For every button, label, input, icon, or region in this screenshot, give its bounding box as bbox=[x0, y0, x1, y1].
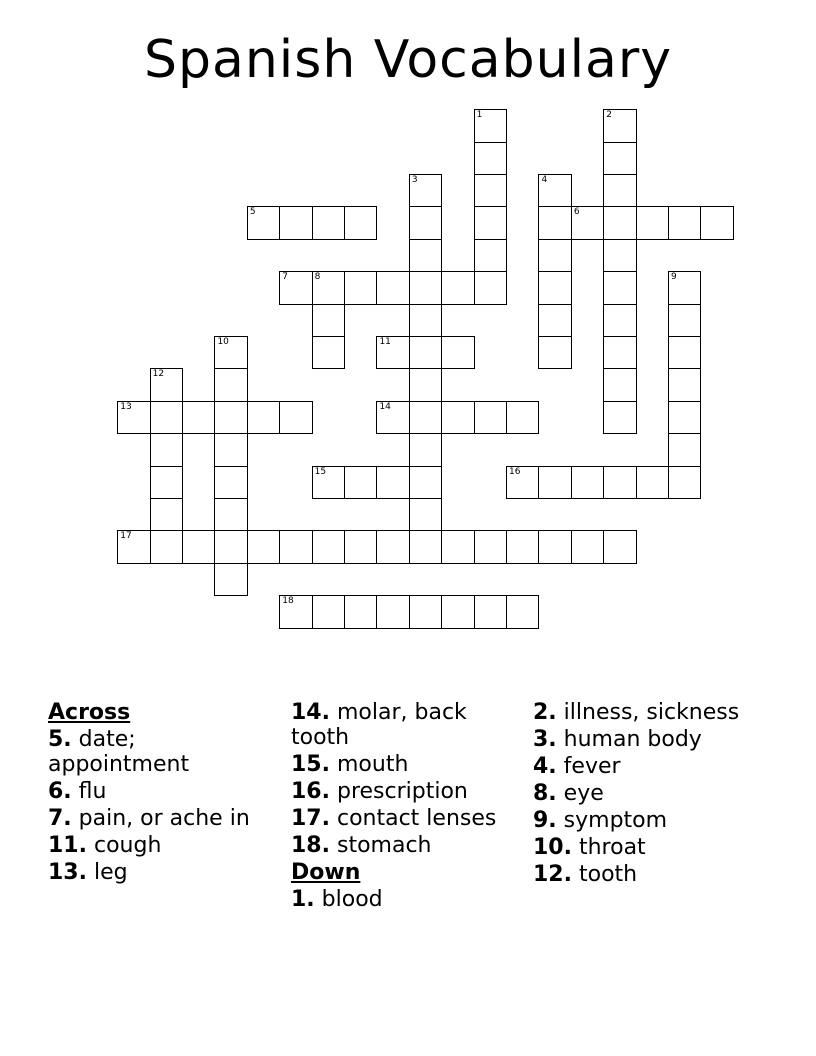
grid-cell[interactable] bbox=[344, 466, 377, 499]
clue-across-14 bbox=[291, 700, 523, 750]
grid-cell[interactable] bbox=[474, 595, 507, 628]
grid-cell[interactable] bbox=[603, 206, 636, 239]
clue-text: cough bbox=[93, 833, 162, 858]
clue-across-7 bbox=[48, 806, 280, 831]
grid-cell[interactable] bbox=[409, 466, 442, 499]
clue-text: pain, or ache in bbox=[78, 806, 250, 831]
grid-cell[interactable] bbox=[603, 304, 636, 337]
clue-number: 15. bbox=[291, 752, 330, 777]
clue-number-label: 7 bbox=[282, 272, 288, 283]
grid-cell[interactable] bbox=[214, 368, 247, 401]
grid-cell[interactable] bbox=[603, 401, 636, 434]
grid-cell[interactable] bbox=[571, 206, 604, 239]
clue-text: symptom bbox=[563, 808, 668, 833]
grid-cell[interactable] bbox=[409, 498, 442, 531]
grid-cell[interactable] bbox=[668, 206, 701, 239]
clue-down-10 bbox=[533, 835, 765, 860]
grid-cell[interactable] bbox=[150, 401, 183, 434]
clue-number-label: 8 bbox=[314, 272, 321, 283]
clue-text: flu bbox=[78, 779, 107, 804]
clue-text: mouth bbox=[336, 752, 409, 777]
grid-cell[interactable] bbox=[376, 466, 409, 499]
grid-cell[interactable] bbox=[538, 466, 571, 499]
clue-number-label: 10 bbox=[217, 337, 229, 348]
clue-number-label: 3 bbox=[411, 175, 418, 186]
grid-cell[interactable] bbox=[668, 271, 701, 304]
clue-text: fever bbox=[563, 754, 621, 779]
clue-text: tooth bbox=[578, 862, 638, 887]
grid-cell[interactable] bbox=[150, 368, 183, 401]
clue-across-16 bbox=[291, 779, 523, 804]
grid-cell[interactable] bbox=[474, 239, 507, 272]
clue-number: 2. bbox=[533, 700, 557, 725]
grid-cell[interactable] bbox=[603, 271, 636, 304]
clue-across-11 bbox=[48, 833, 280, 858]
grid-cell[interactable] bbox=[214, 530, 247, 563]
grid-cell[interactable] bbox=[409, 174, 442, 207]
grid-cell[interactable] bbox=[182, 401, 215, 434]
grid-cell[interactable] bbox=[376, 530, 409, 563]
clue-text: blood bbox=[321, 887, 383, 912]
grid-cell[interactable] bbox=[344, 271, 377, 304]
grid-cell[interactable] bbox=[409, 433, 442, 466]
grid-cell[interactable] bbox=[312, 336, 345, 369]
clue-number: 7. bbox=[48, 806, 72, 831]
clue-text: molar, back tooth bbox=[291, 700, 467, 750]
grid-cell[interactable] bbox=[409, 271, 442, 304]
clue-text: stomach bbox=[336, 833, 432, 858]
grid-cell[interactable] bbox=[214, 466, 247, 499]
grid-cell[interactable] bbox=[441, 595, 474, 628]
grid-cell[interactable] bbox=[668, 304, 701, 337]
grid-cell[interactable] bbox=[279, 401, 312, 434]
grid-cell[interactable] bbox=[182, 530, 215, 563]
clue-number-label: 15 bbox=[314, 466, 327, 477]
grid-cell[interactable] bbox=[214, 433, 247, 466]
clue-number: 12. bbox=[533, 862, 572, 887]
grid-cell[interactable] bbox=[474, 174, 507, 207]
grid-cell[interactable] bbox=[409, 304, 442, 337]
clue-across-13 bbox=[48, 860, 280, 885]
grid-cell[interactable] bbox=[603, 142, 636, 175]
grid-cell[interactable] bbox=[506, 401, 539, 434]
grid-cell[interactable] bbox=[409, 530, 442, 563]
clue-number: 5. bbox=[48, 727, 72, 752]
grid-cell[interactable] bbox=[668, 368, 701, 401]
grid-cell[interactable] bbox=[247, 401, 280, 434]
grid-cell[interactable] bbox=[409, 239, 442, 272]
grid-cell[interactable] bbox=[214, 498, 247, 531]
clue-number: 14. bbox=[291, 700, 330, 725]
grid-cell[interactable] bbox=[312, 595, 345, 628]
clue-column-2 bbox=[291, 700, 523, 914]
grid-cell[interactable] bbox=[668, 433, 701, 466]
grid-cell[interactable] bbox=[214, 563, 247, 596]
clue-number: 3. bbox=[533, 727, 557, 752]
grid-cell[interactable] bbox=[506, 595, 539, 628]
clue-number: 10. bbox=[533, 835, 572, 860]
grid-cell[interactable] bbox=[603, 466, 636, 499]
clue-across-18 bbox=[291, 833, 523, 858]
clue-number: 1. bbox=[291, 887, 315, 912]
grid-cell[interactable] bbox=[117, 530, 150, 563]
grid-cell[interactable] bbox=[603, 174, 636, 207]
clue-number-label: 14 bbox=[379, 401, 391, 412]
clue-number-label: 11 bbox=[379, 337, 391, 348]
clue-down-9 bbox=[533, 808, 765, 833]
grid-cell[interactable] bbox=[214, 336, 247, 369]
grid-cell[interactable] bbox=[312, 466, 345, 499]
grid-cell[interactable] bbox=[344, 595, 377, 628]
grid-cell[interactable] bbox=[150, 466, 183, 499]
grid-cell[interactable] bbox=[538, 271, 571, 304]
grid-cell[interactable] bbox=[441, 401, 474, 434]
grid-cell[interactable] bbox=[538, 239, 571, 272]
page-title: Spanish Vocabulary bbox=[143, 30, 673, 90]
grid-cell[interactable] bbox=[409, 401, 442, 434]
grid-cell[interactable] bbox=[603, 239, 636, 272]
grid-cell[interactable] bbox=[344, 206, 377, 239]
clue-number-label: 4 bbox=[541, 175, 548, 186]
clue-across-6 bbox=[48, 779, 280, 804]
clue-number: 13. bbox=[48, 860, 87, 885]
grid-cell[interactable] bbox=[150, 498, 183, 531]
clue-down-12 bbox=[533, 862, 765, 887]
grid-cell[interactable] bbox=[474, 109, 507, 142]
clue-number: 4. bbox=[533, 754, 557, 779]
grid-cell[interactable] bbox=[312, 530, 345, 563]
grid-cell[interactable] bbox=[700, 206, 733, 239]
grid-cell[interactable] bbox=[668, 336, 701, 369]
grid-cell[interactable] bbox=[538, 530, 571, 563]
clue-number-label: 18 bbox=[282, 596, 294, 607]
clue-number-label: 6 bbox=[573, 207, 580, 218]
clue-number: 9. bbox=[533, 808, 557, 833]
clue-text: illness, sickness bbox=[563, 700, 740, 725]
grid-cell[interactable] bbox=[247, 530, 280, 563]
grid-cell[interactable] bbox=[376, 336, 409, 369]
grid-cell[interactable] bbox=[409, 595, 442, 628]
clue-number: 16. bbox=[291, 779, 330, 804]
grid-cell[interactable] bbox=[441, 530, 474, 563]
clue-number: 18. bbox=[291, 833, 330, 858]
grid-cell[interactable] bbox=[312, 271, 345, 304]
clue-number-label: 13 bbox=[120, 401, 132, 412]
clue-down-4 bbox=[533, 754, 765, 779]
clue-across-17 bbox=[291, 806, 523, 831]
across-heading: Across bbox=[48, 700, 131, 725]
grid-cell[interactable] bbox=[636, 206, 669, 239]
grid-cell[interactable] bbox=[441, 336, 474, 369]
clue-down-3 bbox=[533, 727, 765, 752]
clue-down-2 bbox=[533, 700, 765, 725]
clue-number: 6. bbox=[48, 779, 72, 804]
clue-number-label: 17 bbox=[120, 531, 132, 542]
grid-cell[interactable] bbox=[409, 368, 442, 401]
grid-cell[interactable] bbox=[474, 530, 507, 563]
grid-cell[interactable] bbox=[344, 530, 377, 563]
clue-number: 11. bbox=[48, 833, 87, 858]
grid-cell[interactable] bbox=[603, 109, 636, 142]
clue-number-label: 2 bbox=[606, 110, 612, 121]
clue-number-label: 12 bbox=[152, 369, 165, 380]
clue-column-1 bbox=[48, 700, 280, 887]
down-heading: Down bbox=[291, 860, 361, 885]
grid-cell[interactable] bbox=[603, 336, 636, 369]
grid-cell[interactable] bbox=[506, 530, 539, 563]
clue-down-1 bbox=[291, 887, 523, 912]
grid-cell[interactable] bbox=[409, 206, 442, 239]
grid-cell[interactable] bbox=[150, 433, 183, 466]
clue-number-label: 16 bbox=[509, 466, 521, 477]
clue-down-8 bbox=[533, 781, 765, 806]
grid-cell[interactable] bbox=[376, 401, 409, 434]
clue-text: date; appointment bbox=[48, 727, 190, 777]
clue-across-15 bbox=[291, 752, 523, 777]
clue-number: 17. bbox=[291, 806, 330, 831]
grid-cell[interactable] bbox=[538, 336, 571, 369]
grid-cell[interactable] bbox=[150, 530, 183, 563]
grid-cell[interactable] bbox=[117, 401, 150, 434]
grid-cell[interactable] bbox=[538, 304, 571, 337]
grid-cell[interactable] bbox=[441, 271, 474, 304]
grid-cell[interactable] bbox=[279, 595, 312, 628]
clue-text: throat bbox=[578, 835, 646, 860]
grid-cell[interactable] bbox=[312, 304, 345, 337]
grid-cell[interactable] bbox=[279, 530, 312, 563]
clue-number-label: 9 bbox=[671, 272, 677, 283]
grid-cell[interactable] bbox=[279, 271, 312, 304]
grid-cell[interactable] bbox=[376, 595, 409, 628]
grid-cell[interactable] bbox=[538, 174, 571, 207]
clue-across-5 bbox=[48, 727, 280, 777]
grid-cell[interactable] bbox=[474, 206, 507, 239]
grid-cell[interactable] bbox=[474, 271, 507, 304]
clue-number: 8. bbox=[533, 781, 557, 806]
grid-cell[interactable] bbox=[214, 401, 247, 434]
grid-cell[interactable] bbox=[474, 401, 507, 434]
clue-text: eye bbox=[563, 781, 604, 806]
grid-cell[interactable] bbox=[312, 206, 345, 239]
clue-text: contact lenses bbox=[336, 806, 497, 831]
grid-cell[interactable] bbox=[668, 401, 701, 434]
grid-cell[interactable] bbox=[409, 336, 442, 369]
clue-column-3 bbox=[533, 700, 765, 889]
clue-number-label: 1 bbox=[476, 110, 483, 121]
clue-text: leg bbox=[93, 860, 128, 885]
grid-cell[interactable] bbox=[636, 466, 669, 499]
clue-number-label: 5 bbox=[249, 207, 256, 218]
clue-text: human body bbox=[563, 727, 702, 752]
grid-cell[interactable] bbox=[279, 206, 312, 239]
grid-cell[interactable] bbox=[603, 368, 636, 401]
grid-cell[interactable] bbox=[668, 466, 701, 499]
clue-text: prescription bbox=[336, 779, 468, 804]
grid-cell[interactable] bbox=[603, 530, 636, 563]
grid-cell[interactable] bbox=[376, 271, 409, 304]
grid-cell[interactable] bbox=[571, 466, 604, 499]
grid-cell[interactable] bbox=[247, 206, 280, 239]
grid-cell[interactable] bbox=[506, 466, 539, 499]
grid-cell[interactable] bbox=[571, 530, 604, 563]
grid-cell[interactable] bbox=[538, 206, 571, 239]
grid-cell[interactable] bbox=[474, 142, 507, 175]
